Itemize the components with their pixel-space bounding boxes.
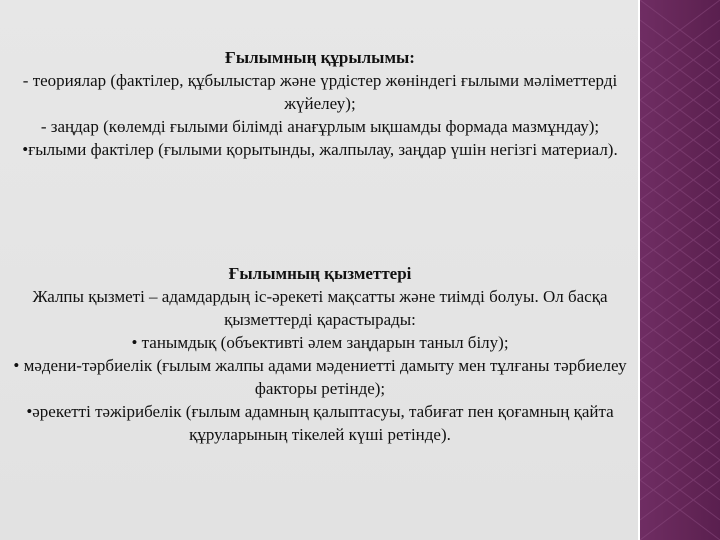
structure-heading: Ғылымның құрылымы: — [225, 48, 415, 67]
functions-heading: Ғылымның қызметтері — [228, 264, 412, 283]
functions-line-cognitive: • танымдық (объективті әлем заңдарын таныл білу); — [131, 333, 509, 352]
structure-section — [8, 46, 632, 161]
structure-line-theories: - теориялар (фактілер, құбылыстар және үрдістер жөніндегі ғылыми мәліметтерді жүйелеу); — [22, 71, 618, 113]
functions-line-general: Жалпы қызметі – адамдардың іс-әрекеті мақсатты және тиімді болуы. Ол басқа қызметтерді қарастырады: — [32, 287, 608, 329]
structure-line-facts: •ғылыми фактілер (ғылыми қорытынды, жалпылау, заңдар үшін негізгі материал). — [22, 140, 618, 159]
functions-line-practical: •әрекетті тәжірибелік (ғылым адамның қалыптасуы, табиғат пен қоғамның қайта құруларының тікелей күші ретінде). — [26, 402, 614, 444]
functions-line-cultural: • мәдени-тәрбиелік (ғылым жалпы адами мәдениетті дамыту мен тұлғаны тәрбиелеу факторы ретінде); — [13, 356, 627, 398]
functions-section — [8, 262, 632, 446]
decorative-sidebar — [640, 0, 720, 540]
structure-line-laws: - заңдар (көлемді ғылыми білімді анағұрлым ықшамды формада мазмұндау); — [40, 117, 600, 136]
sidebar-pattern-icon — [640, 0, 720, 540]
